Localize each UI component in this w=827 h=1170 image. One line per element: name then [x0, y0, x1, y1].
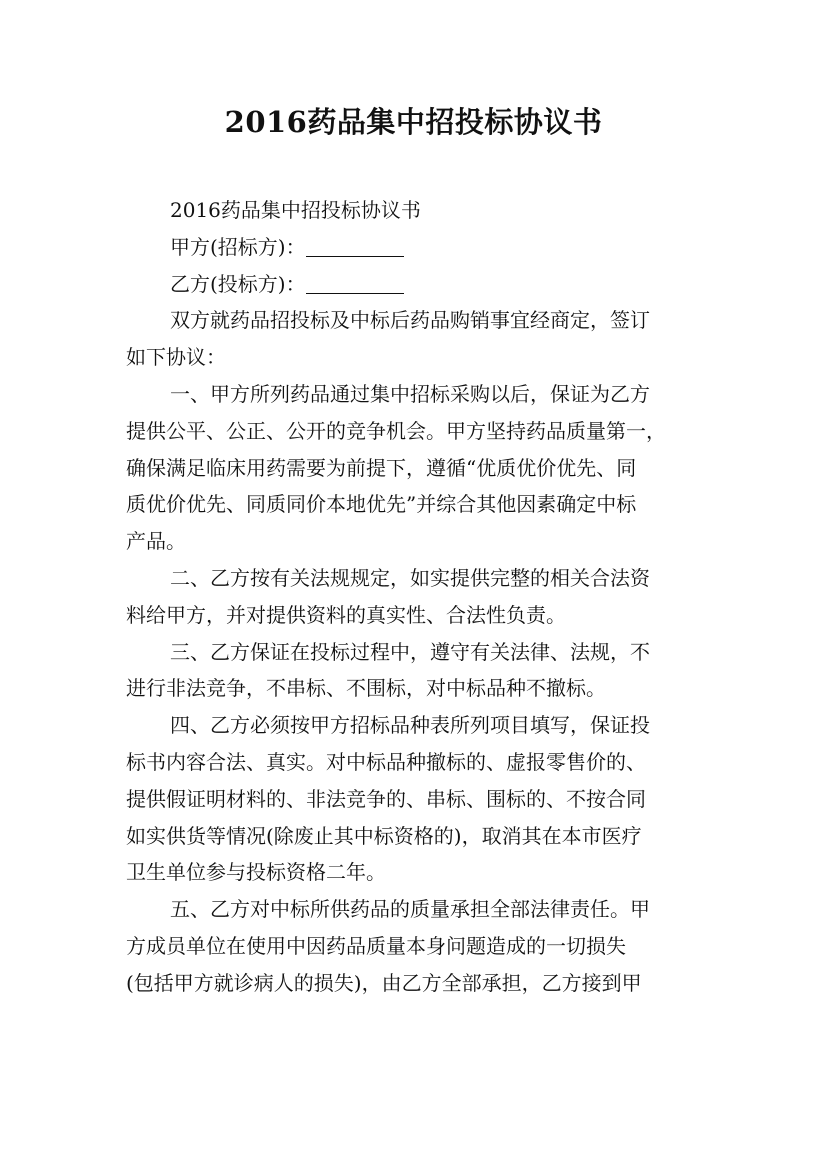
document-title: 2016药品集中招投标协议书 — [224, 105, 603, 139]
paragraph-line: (包括甲方就诊病人的损失)，由乙方全部承担，乙方接到甲 — [126, 970, 642, 995]
paragraph-line: 提供公平、公正、公开的竞争机会。甲方坚持药品质量第一， — [126, 418, 666, 443]
party-b-label: 乙方(投标方)： — [170, 271, 306, 296]
party-b-blank — [306, 271, 404, 294]
paragraph-line: 方成员单位在使用中因药品质量本身问题造成的一切损失 — [126, 933, 626, 958]
paragraph-line: 双方就药品招投标及中标后药品购销事宜经商定，签订 — [170, 308, 650, 333]
paragraph-line: 料给甲方，并对提供资料的真实性、合法性负责。 — [126, 602, 566, 627]
party-a-label: 甲方(招标方)： — [170, 234, 306, 259]
paragraph-line: 确保满足临床用药需要为前提下，遵循“优质优价优先、同 — [126, 455, 637, 480]
paragraph-line: 标书内容合法、真实。对中标品种撤标的、虚报零售价的、 — [126, 749, 646, 774]
party-a-blank — [306, 234, 404, 257]
paragraph-line: 三、乙方保证在投标过程中，遵守有关法律、法规，不 — [170, 639, 650, 664]
paragraph-line: 产品。 — [126, 529, 186, 554]
paragraph-line: 进行非法竞争，不串标、不围标，对中标品种不撤标。 — [126, 676, 606, 701]
paragraph-line: 提供假证明材料的、非法竞争的、串标、围标的、不按合同 — [126, 786, 646, 811]
document-subtitle: 2016药品集中招投标协议书 — [170, 198, 421, 222]
paragraph-line: 四、乙方必须按甲方招标品种表所列项目填写，保证投 — [170, 713, 650, 738]
paragraph-line: 如实供货等情况(除废止其中标资格的)，取消其在本市医疗 — [126, 823, 642, 848]
paragraph-line: 一、甲方所列药品通过集中招标采购以后，保证为乙方 — [170, 381, 650, 406]
document-body — [126, 192, 711, 1002]
paragraph-line: 五、乙方对中标所供药品的质量承担全部法律责任。甲 — [170, 897, 650, 922]
paragraph-line: 二、乙方按有关法规规定，如实提供完整的相关合法资 — [170, 565, 650, 590]
party-a-line — [126, 229, 711, 266]
party-b-line — [126, 266, 711, 303]
paragraph-line: 质优价优先、同质同价本地优先”并综合其他因素确定中标 — [126, 492, 637, 517]
paragraph-line: 卫生单位参与投标资格二年。 — [126, 860, 386, 885]
paragraph-line: 如下协议： — [126, 345, 226, 370]
